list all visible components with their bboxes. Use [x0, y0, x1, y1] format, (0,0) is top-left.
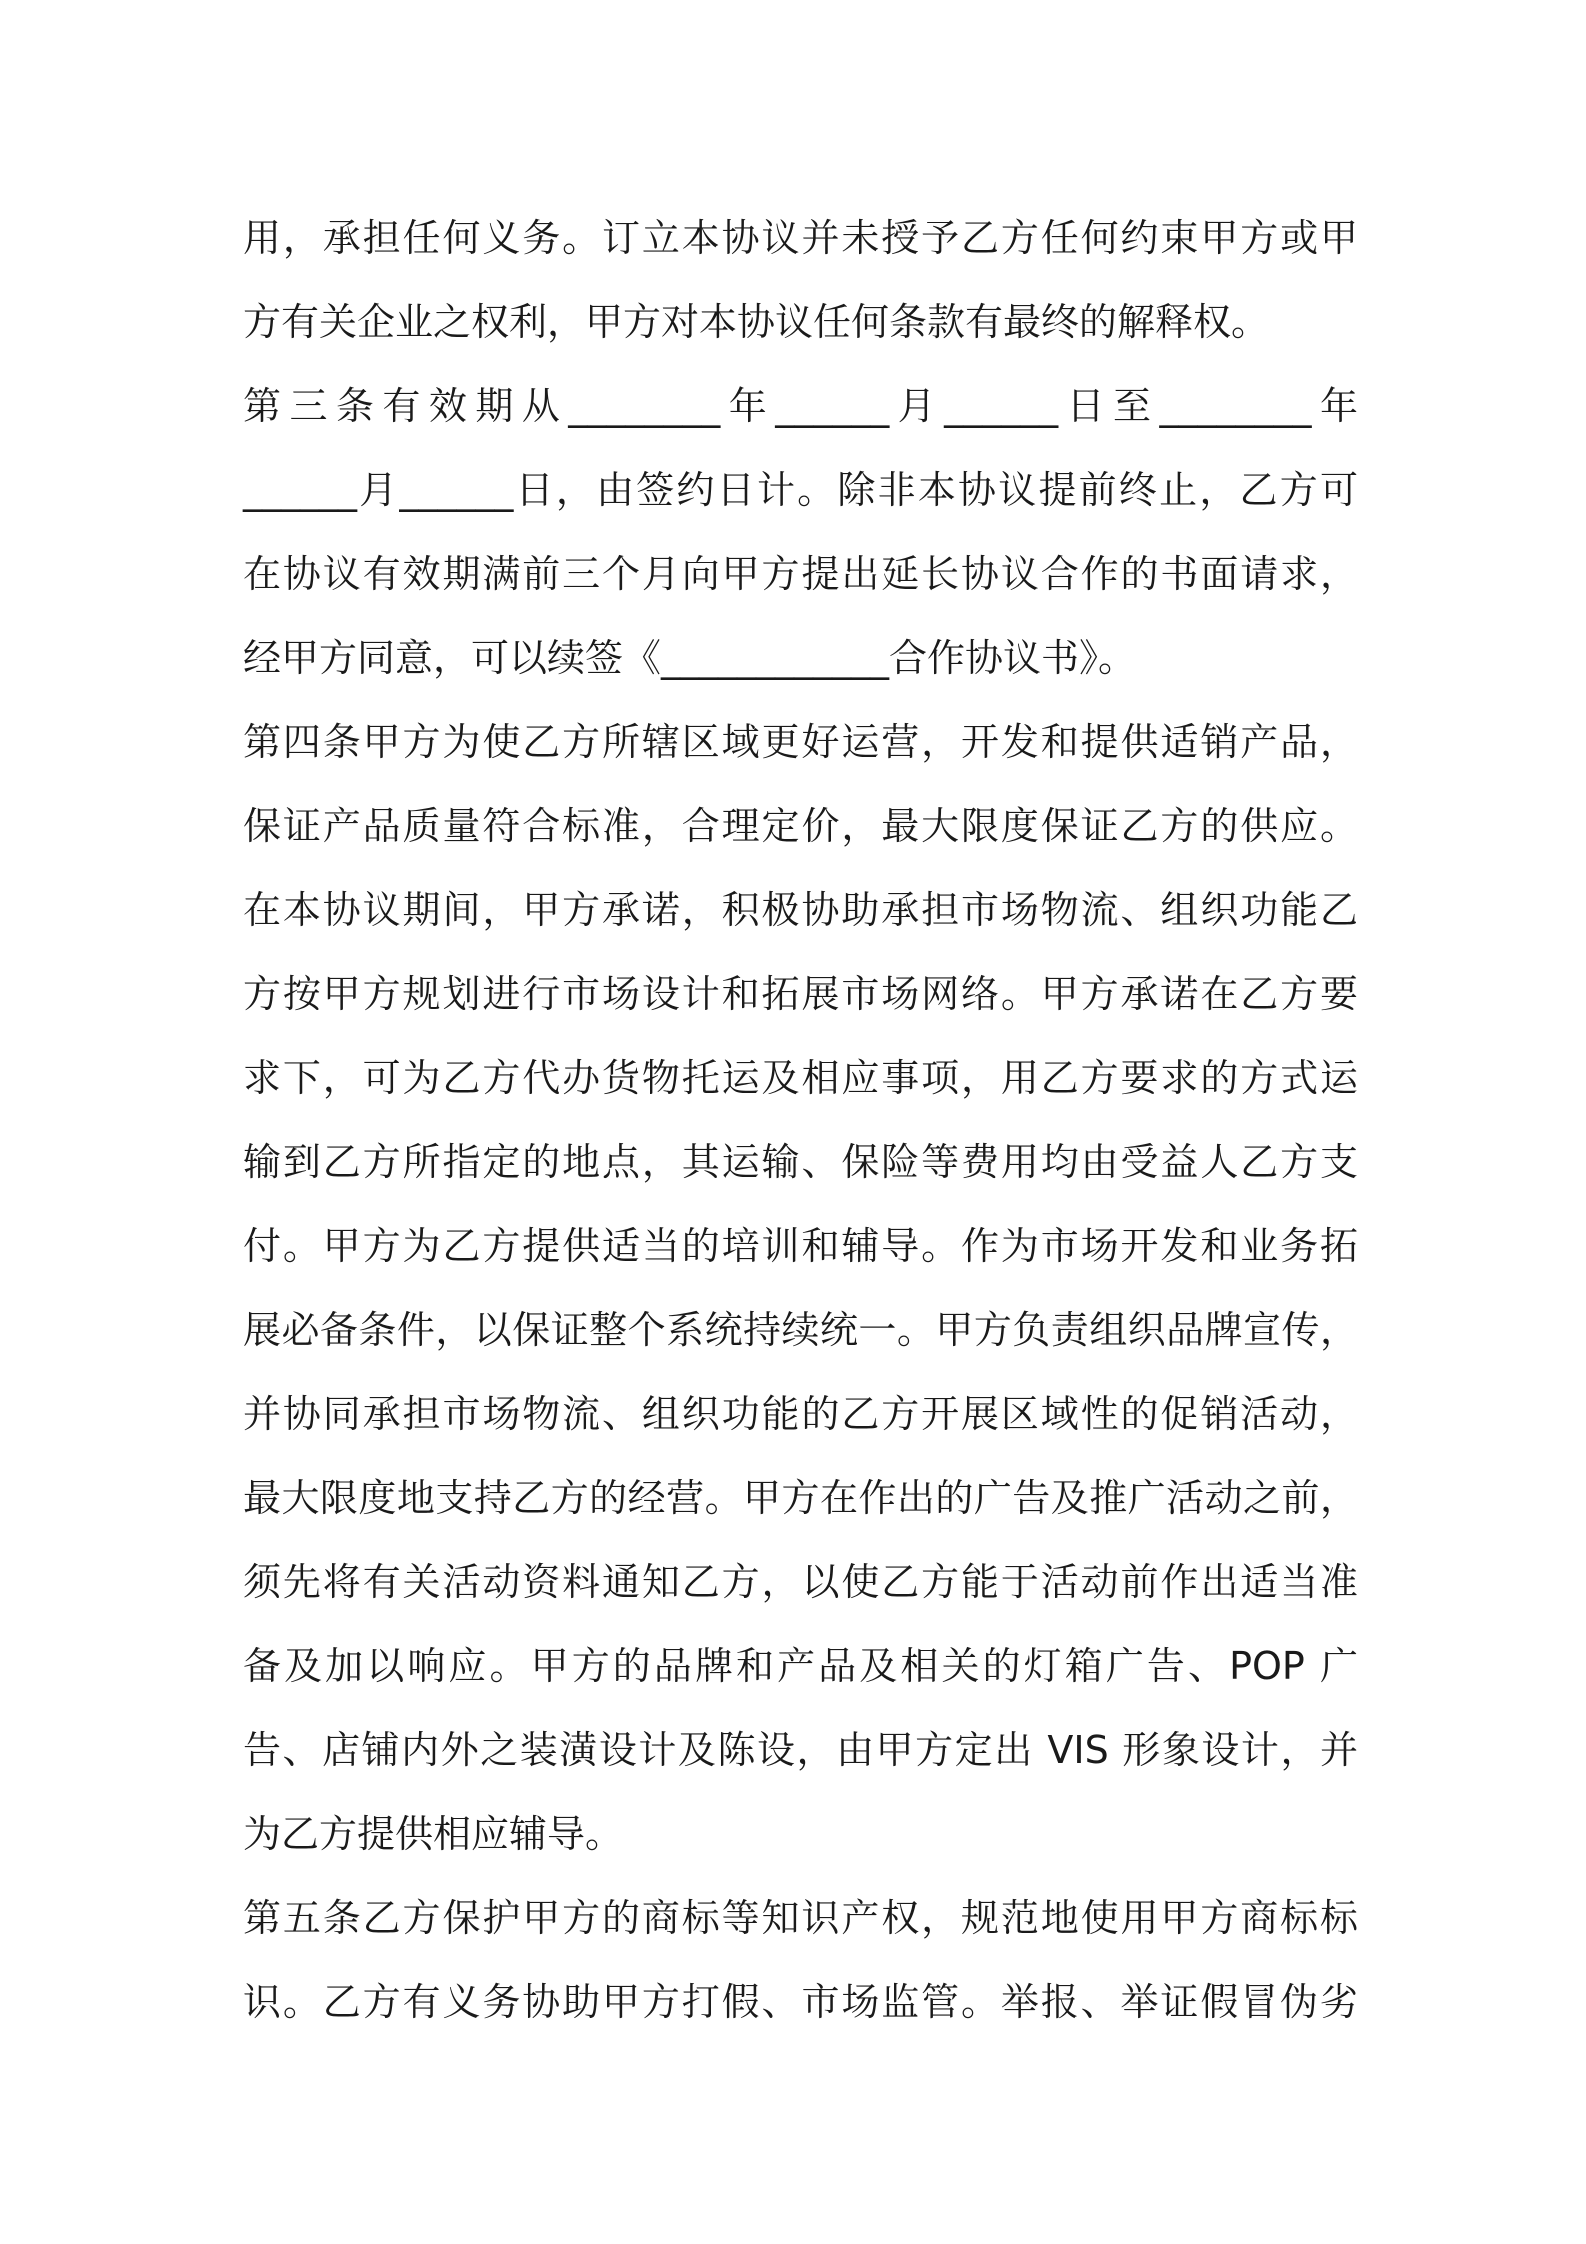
text-line: 方按甲方规划进行市场设计和拓展市场网络。甲方承诺在乙方要 — [243, 972, 1358, 1016]
text-line: 识。乙方有义务协助甲方打假、市场监管。举报、举证假冒伪劣 — [243, 1980, 1358, 2024]
text-line: 在协议有效期满前三个月向甲方提出延长协议合作的书面请求， — [243, 552, 1358, 596]
text-line: 输到乙方所指定的地点，其运输、保险等费用均由受益人乙方支 — [243, 1140, 1358, 1184]
text-line: 保证产品质量符合标准，合理定价，最大限度保证乙方的供应。 — [243, 804, 1358, 848]
text-line: 第四条甲方为使乙方所辖区域更好运营，开发和提供适销产品， — [243, 720, 1358, 764]
text-line: 在本协议期间，甲方承诺，积极协助承担市场物流、组织功能乙 — [243, 888, 1358, 932]
text-line: 求下，可为乙方代办货物托运及相应事项，用乙方要求的方式运 — [243, 1056, 1358, 1100]
text-line: 为乙方提供相应辅导。 — [243, 1812, 624, 1856]
text-line: 第三条有效期从________年______月______日至________年 — [243, 384, 1358, 428]
text-line: 展必备条件，以保证整个系统持续统一。甲方负责组织品牌宣传， — [243, 1308, 1358, 1352]
text-line: 须先将有关活动资料通知乙方，以使乙方能于活动前作出适当准 — [243, 1560, 1358, 1604]
text-line: ______月______日，由签约日计。除非本协议提前终止，乙方可 — [243, 468, 1358, 512]
text-line: 告、店铺内外之装潢设计及陈设，由甲方定出 VIS 形象设计，并 — [243, 1728, 1358, 1772]
text-line: 并协同承担市场物流、组织功能的乙方开展区域性的促销活动， — [243, 1392, 1358, 1436]
text-line: 备及加以响应。甲方的品牌和产品及相关的灯箱广告、POP 广 — [243, 1644, 1358, 1688]
document-body — [243, 196, 1358, 2044]
text-line: 方有关企业之权利，甲方对本协议任何条款有最终的解释权。 — [243, 300, 1270, 344]
text-line: 经甲方同意，可以续签《____________合作协议书》。 — [243, 636, 1137, 680]
text-line: 付。甲方为乙方提供适当的培训和辅导。作为市场开发和业务拓 — [243, 1224, 1358, 1268]
text-line: 第五条乙方保护甲方的商标等知识产权，规范地使用甲方商标标 — [243, 1896, 1358, 1940]
text-line: 用，承担任何义务。订立本协议并未授予乙方任何约束甲方或甲 — [243, 216, 1358, 260]
text-line: 最大限度地支持乙方的经营。甲方在作出的广告及推广活动之前， — [243, 1476, 1358, 1520]
